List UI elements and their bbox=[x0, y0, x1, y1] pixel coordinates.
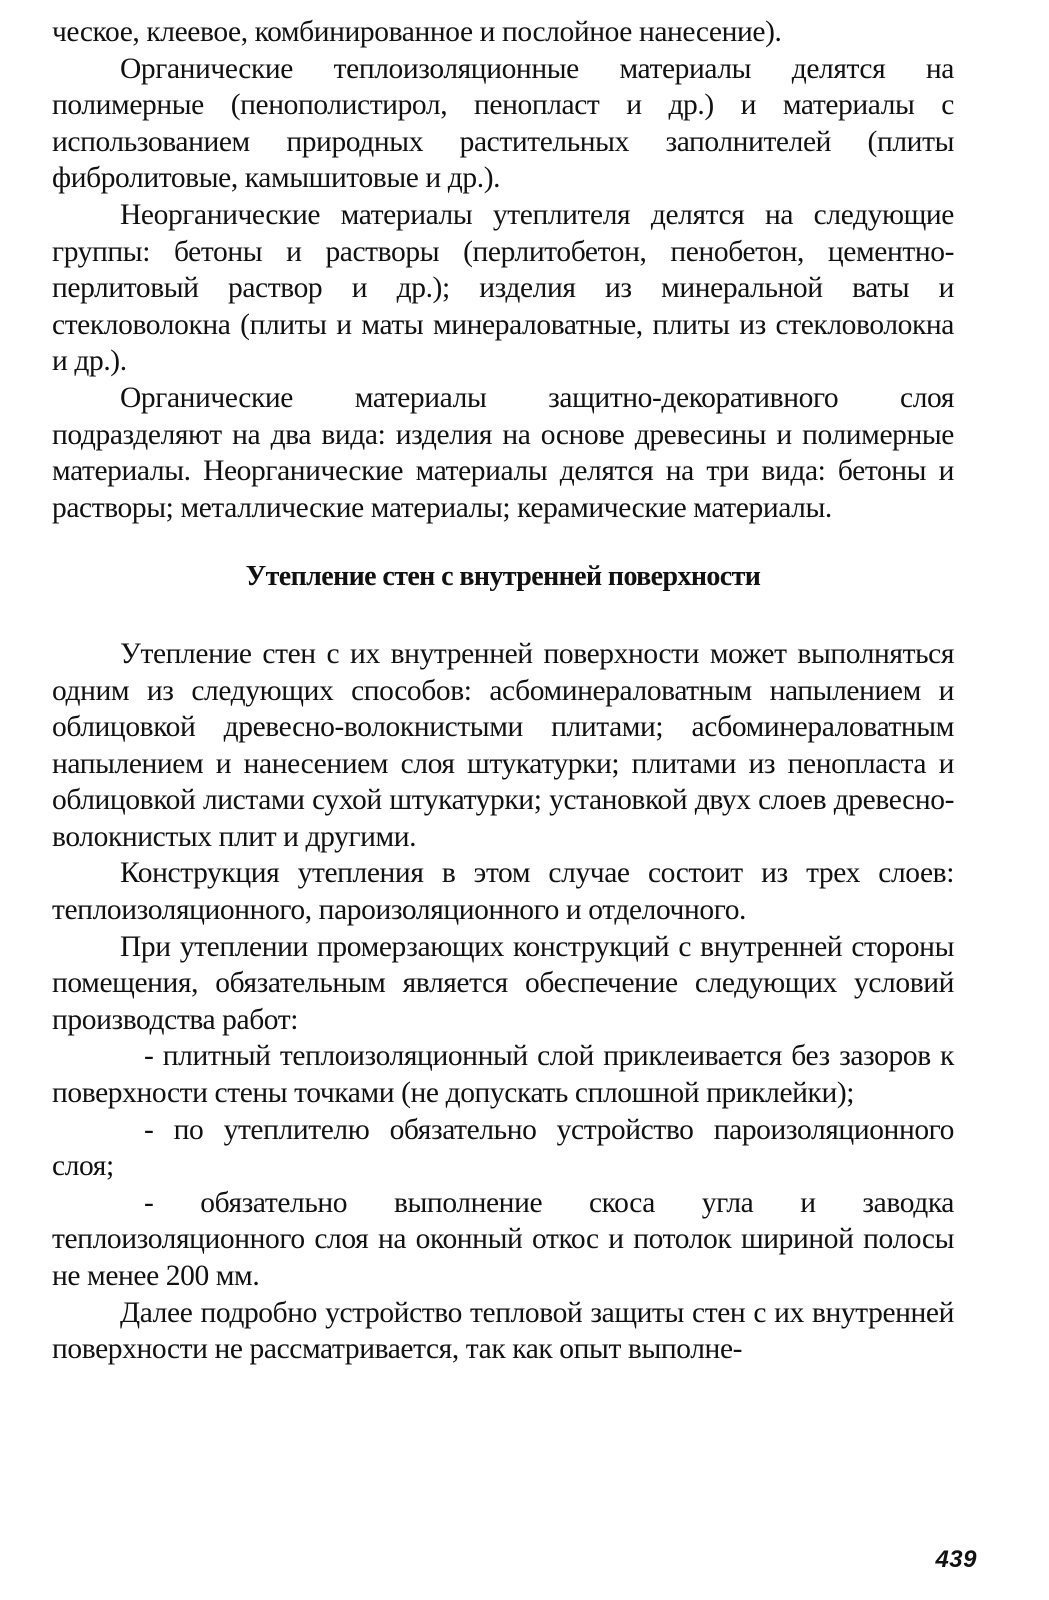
paragraph-decorative-layer: Органические материалы защитно-декоративного слоя подразделяют на два вида: изделия на основе древесины и полимерные материалы. Неорганические материалы делятся на три вида: бетоны и растворы; металлические материалы; керамические материалы. bbox=[52, 381, 954, 524]
paragraph-continued: ческое, клеевое, комбинированное и послойное нанесение). bbox=[52, 16, 782, 48]
paragraph-final: Далее подробно устройство тепловой защиты стен с их внутренней поверхности не рассматривается, так как опыт выполне- bbox=[52, 1296, 954, 1366]
bullet-item-vapor-barrier: - по утеплителю обязательно устройство пароизоляционного слоя; bbox=[52, 1113, 954, 1183]
paragraph-methods: Утепление стен с их внутренней поверхности может выполняться одним из следующих способов: асбоминераловатным напылением и облицовкой древесно-волокнистыми плитами; асбоминераловатным напылением и нанесением слоя штукатурки; плитами из пенопласта и облицовкой листами сухой штукатурки; установкой двух слоев древесно-волокнистых плит и другими. bbox=[52, 637, 954, 853]
paragraph-conditions: При утеплении промерзающих конструкций с внутренней стороны помещения, обязательным является обеспечение следующих условий производства работ: bbox=[52, 930, 954, 1036]
paragraph-organic-insulation: Органические теплоизоляционные материалы делятся на полимерные (пенополистирол, пенопласт и др.) и материалы с использованием природных растительных заполнителей (плиты фибролитовые, камышитовые и др.). bbox=[52, 52, 954, 195]
paragraph-construction: Конструкция утепления в этом случае состоит из трех слоев: теплоизоляционного, пароизоляционного и отделочного. bbox=[52, 857, 954, 927]
section-heading: Утепление стен с внутренней поверхности bbox=[245, 561, 761, 593]
bullet-item-corner-bevel: - обязательно выполнение скоса угла и заводка теплоизоляционного слоя на оконный откос и потолок шириной полосы не менее 200 мм. bbox=[52, 1186, 954, 1292]
page-number: 439 bbox=[935, 1546, 977, 1573]
page-text bbox=[52, 14, 954, 1368]
paragraph-inorganic-insulation: Неорганические материалы утеплителя делятся на следующие группы: бетоны и растворы (перлитобетон, пенобетон, цементно-перлитовый раствор и др.); изделия из минеральной ваты и стекловолокна (плиты и маты минераловатные, плиты из стекловолокна и др.). bbox=[52, 198, 954, 378]
bullet-item-gluing: - плитный теплоизоляционный слой приклеивается без зазоров к поверхности стены точками (не допускать сплошной приклейки); bbox=[52, 1040, 954, 1110]
